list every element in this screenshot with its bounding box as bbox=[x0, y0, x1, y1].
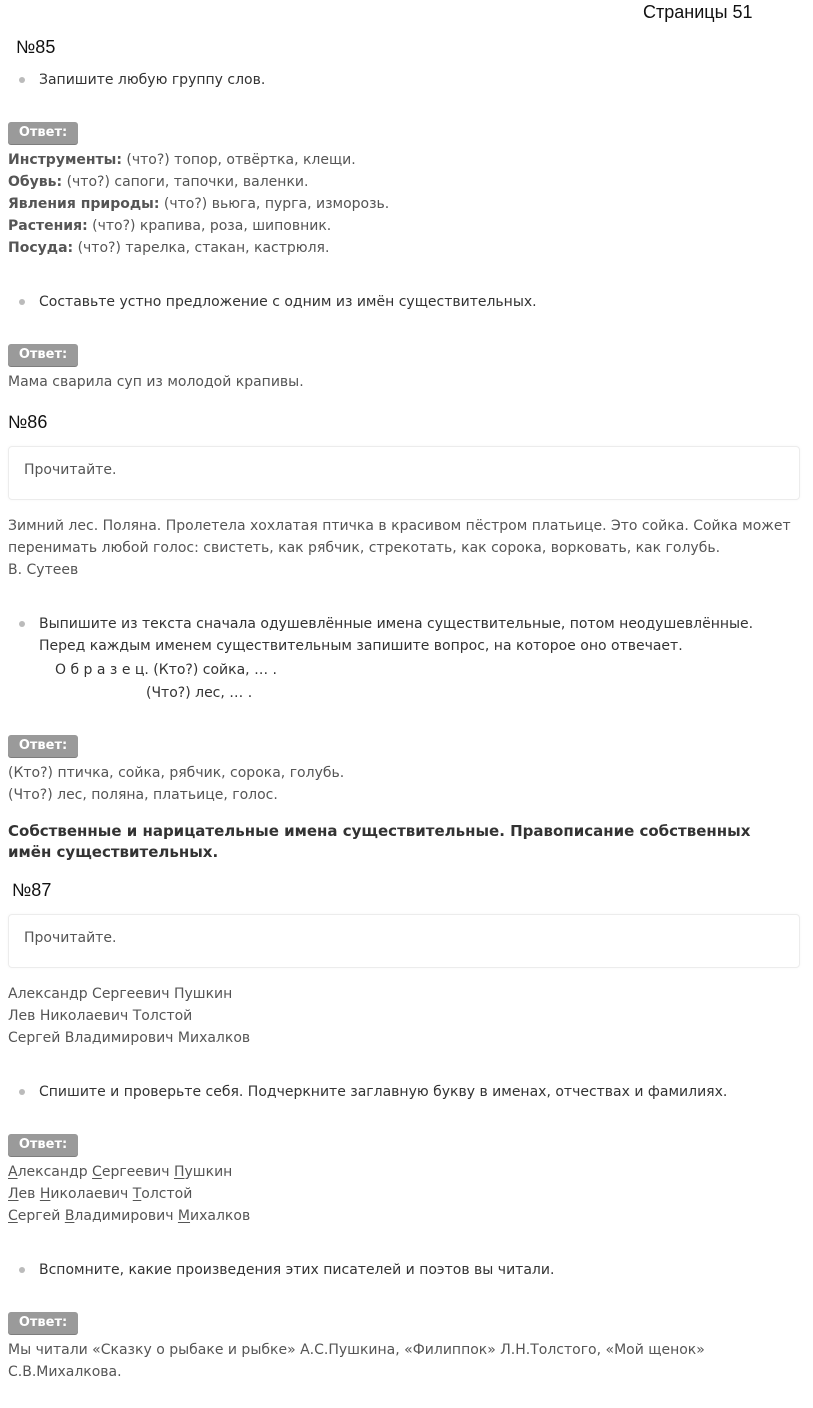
task-number-85: №85 bbox=[16, 37, 56, 57]
answer-badge: Ответ: bbox=[8, 1312, 78, 1334]
task-86-answer: (Кто?) птичка, сойка, рябчик, сорока, голубь. (Что?) лес, поляна, платьице, голос. bbox=[8, 765, 345, 803]
answer-line: Обувь: (что?) сапоги, тапочки, валенки. bbox=[8, 174, 309, 190]
page-number: Страницы 51 bbox=[643, 2, 753, 22]
answer-line: Растения: (что?) крапива, роза, шиповник. bbox=[8, 218, 332, 234]
task-87-prompt-box: Прочитайте. bbox=[8, 914, 800, 968]
answer-name-line: Сергей Владимирович Михалков bbox=[8, 1208, 251, 1224]
task-87-answer-names bbox=[8, 1161, 250, 1227]
task-85-answer-2: Мама сварила суп из молодой крапивы. bbox=[8, 374, 304, 390]
answer-line: Инструменты: (что?) топор, отвёртка, клещи. bbox=[8, 152, 356, 168]
task-86-sample-1: О б р а з е ц. (Кто?) сойка, … . bbox=[55, 662, 277, 678]
task-86-sample-2: (Что?) лес, … . bbox=[146, 685, 253, 701]
answer-badge: Ответ: bbox=[8, 1134, 78, 1156]
task-number-86: №86 bbox=[8, 412, 48, 432]
task-85-answer-groups bbox=[8, 149, 389, 259]
task-86-instruction: Выпишите из текста сначала одушевлённые имена существительные, потом неодушевлённые. Перед каждым именем существительным запишите вопрос, на которое оно отвечает. bbox=[19, 613, 753, 657]
answer-line: Явления природы: (что?) вьюга, пурга, изморозь. bbox=[8, 196, 390, 212]
task-87-instruction-2: Вспомните, какие произведения этих писателей и поэтов вы читали. bbox=[19, 1259, 554, 1281]
answer-badge: Ответ: bbox=[8, 122, 78, 144]
answer-badge: Ответ: bbox=[8, 344, 78, 366]
answer-badge: Ответ: bbox=[8, 735, 78, 757]
task-85-instruction-1: Запишите любую группу слов. bbox=[19, 69, 265, 91]
answer-line: Посуда: (что?) тарелка, стакан, кастрюля. bbox=[8, 240, 330, 256]
task-86-prompt-box: Прочитайте. bbox=[8, 446, 800, 500]
task-85-instruction-2: Составьте устно предложение с одним из имён существительных. bbox=[19, 291, 537, 313]
answer-name-line: Лев Николаевич Толстой bbox=[8, 1186, 193, 1202]
section-heading: Собственные и нарицательные имена существительные. Правописание собственных имён существительных. bbox=[8, 822, 751, 861]
task-87-names: Александр Сергеевич Пушкин Лев Николаевич Толстой Сергей Владимирович Михалков bbox=[8, 986, 251, 1046]
task-87-answer-2: Мы читали «Сказку о рыбаке и рыбке» А.С.Пушкина, «Филиппок» Л.Н.Толстого, «Мой щенок» С.В.Михалкова. bbox=[8, 1342, 705, 1380]
task-87-instruction-1: Спишите и проверьте себя. Подчеркните заглавную букву в именах, отчествах и фамилиях. bbox=[19, 1081, 727, 1103]
task-number-87: №87 bbox=[12, 880, 52, 900]
answer-name-line: Александр Сергеевич Пушкин bbox=[8, 1164, 233, 1180]
task-86-text: Зимний лес. Поляна. Пролетела хохлатая птичка в красивом пёстром платьице. Это сойка. Сойка может перенимать любой голос: свистеть, как рябчик, стрекотать, как сорока, ворковать, как голубь. В. Сутеев bbox=[8, 518, 791, 578]
